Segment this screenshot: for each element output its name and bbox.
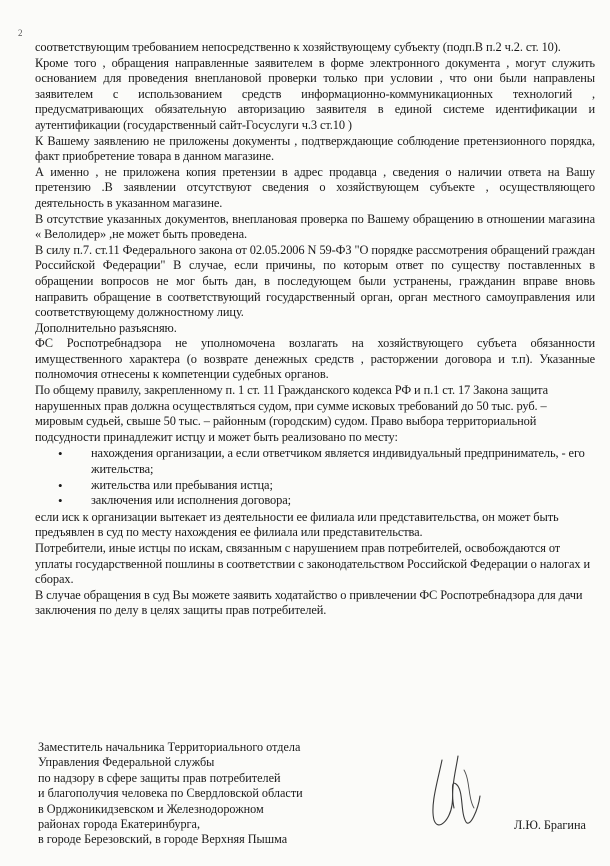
paragraph: ФС Роспотребнадзора не уполномочена возлагать на хозяйствующего субъета обязанности имущественного характера (о возврате денежных средств , расторжении договора и т.п). Указанные полномочия отнесены к компетенции судебных органов. bbox=[35, 336, 595, 382]
bullet-list bbox=[35, 446, 595, 508]
paragraph: В отсутствие указанных документов, внеплановая проверка по Вашему обращению в отношении магазина « Велолидер» ,не может быть проведена. bbox=[35, 211, 595, 242]
paragraph: соответствующим требованием непосредственно к хозяйствующему субъекту (подп.В п.2 ч.2. ст. 10). bbox=[35, 40, 561, 54]
paragraph: Кроме того , обращения направленные заявителем в форме электронного документа , могут служить основанием для проведения внеплановой проверки только при условии , что они были направлены заявителем с использованием средств информационно-коммуникационных технологий , предусматривающих обязательную авторизацию заявителя в единой системе идентификации и аутентификации (государственный сайт-Госуслуги ч.3 ст.10 ) bbox=[35, 55, 595, 132]
list-item: • заключения или исполнения договора; bbox=[91, 493, 595, 509]
signatory-line: Управления Федеральной службы bbox=[38, 755, 215, 770]
page-mark: 2 bbox=[18, 28, 23, 38]
paragraph: А именно , не приложена копия претензии в адрес продавца , сведения о наличии ответа на Вашу претензию .В заявлении отсутствуют сведения о хозяйствующем субъекте , осуществляющего деятельность в указанном магазине. bbox=[35, 164, 595, 210]
signatory-line: по надзору в сфере защиты прав потребителей bbox=[38, 770, 281, 785]
list-item: • жительства или пребывания истца; bbox=[91, 478, 595, 494]
paragraph: В случае обращения в суд Вы можете заявить ходатайство о привлечении ФС Роспотребнадзора для дачи заключения по делу в целях защиты прав потребителей. bbox=[35, 587, 583, 618]
signer-name: Л.Ю. Брагина bbox=[514, 818, 586, 832]
signatory-line: и благополучия человека по Свердловской области bbox=[38, 786, 303, 801]
signatory-title bbox=[38, 740, 368, 848]
handwritten-signature bbox=[420, 750, 500, 850]
signatory-line: в Орджоникидзевском и Железнодорожном bbox=[38, 801, 264, 816]
paragraph: В силу п.7. ст.11 Федерального закона от 02.05.2006 N 59-ФЗ "О порядке рассмотрения обращений граждан Российской Федерации" В случае, если причины, по которым ответ по существу поставленных в обращении вопросов не мог быть дан, в последующем были устранены, гражданин вправе вновь направить обращение в соответствующий государственный орган, орган местного самоуправления или соответствующему должностному лицу. bbox=[35, 242, 595, 320]
list-item: • нахождения организации, а если ответчиком является индивидуальный предприниматель, - его жительства; bbox=[91, 446, 595, 477]
letter-body bbox=[35, 40, 595, 619]
signatory-line: в городе Березовский, в городе Верхняя Пышма bbox=[38, 832, 288, 847]
paragraph: К Вашему заявлению не приложены документы , подтверждающие соблюдение претензионного порядка, факт приобретение товара в данном магазине. bbox=[35, 133, 595, 164]
paragraph: если иск к организации вытекает из деятельности ее филиала или представительства, он может быть предъявлен в суд по месту нахождения ее филиала или представительства. bbox=[35, 509, 559, 540]
paragraph: Потребители, иные истцы по искам, связанным с нарушением прав потребителей, освобождаются от уплаты государственной пошлины в соответствии с законодательством Российской Федерации о налогах и сборах. bbox=[35, 541, 590, 587]
paragraph: Дополнительно разъясняю. bbox=[35, 320, 177, 335]
paragraph: По общему правилу, закрепленному п. 1 ст. 11 Гражданского кодекса РФ и п.1 ст. 17 Закона защита нарушенных прав должна осуществляться судом, при сумме исковых требований до 50 тыс. руб. – мировым судьей, свыше 50 тыс. – районным (городским) судом. Право выбора территориальной подсудности принадлежит истцу и может быть реализовано по месту: bbox=[35, 383, 549, 444]
signatory-line: Заместитель начальника Территориального отдела bbox=[38, 740, 301, 754]
signatory-line: районах города Екатеринбурга, bbox=[38, 817, 201, 832]
